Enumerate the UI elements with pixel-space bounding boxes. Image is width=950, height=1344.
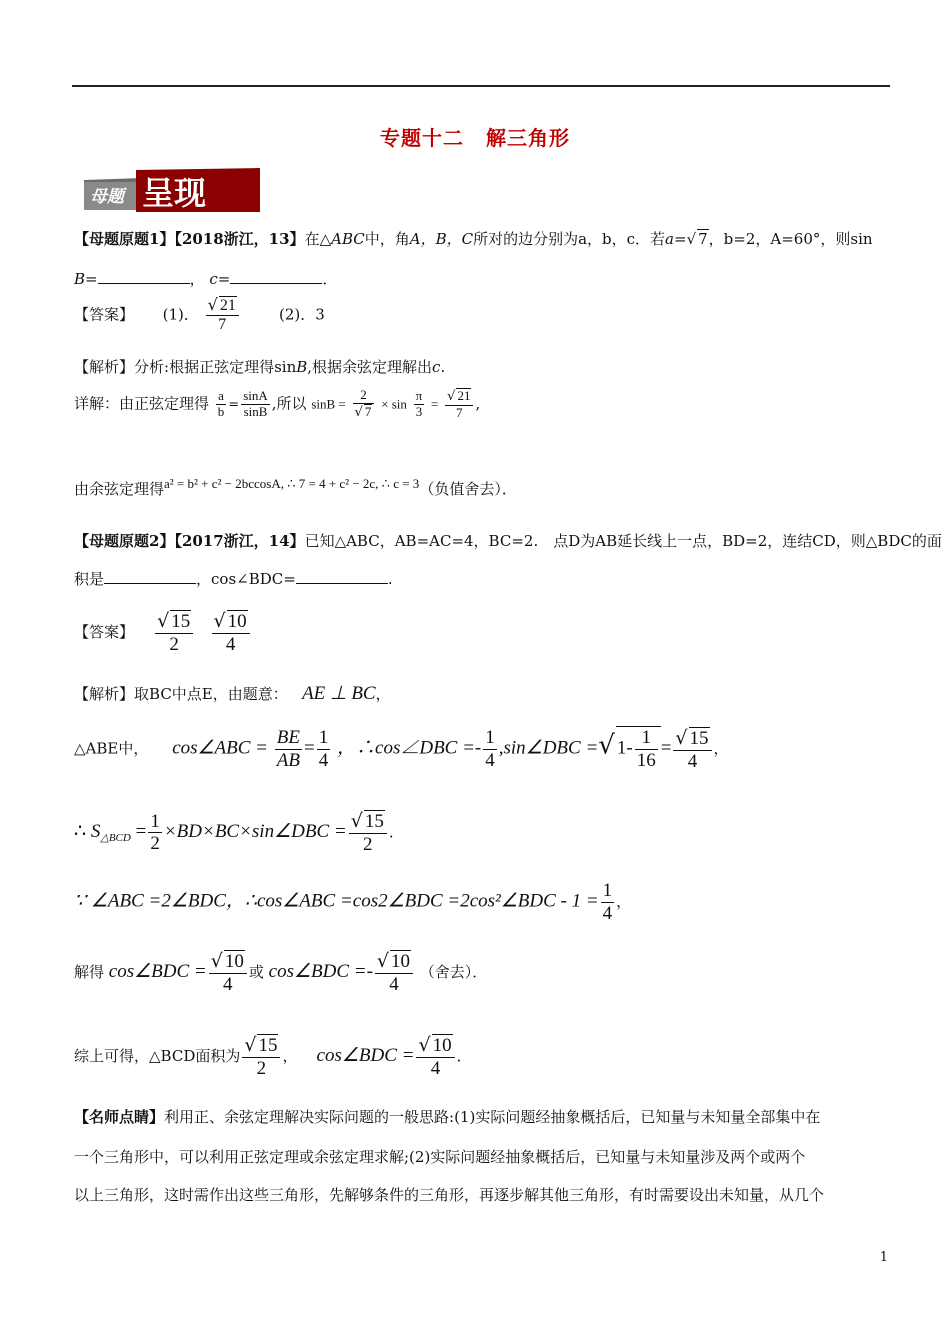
problem2-double-angle: ∵ ∠ABC =2∠BDC，∴cos∠ABC =cos2∠BDC =2cos²∠BDC - 1 = $\frac{1}{4}$ ， bbox=[74, 880, 632, 924]
header-rule bbox=[72, 85, 890, 87]
problem1-blanks: B= ， c= ． bbox=[74, 270, 338, 288]
note-line-3: 以上三角形，这时需作出这些三角形，先解够条件的三角形，再逐步解其他三角形，有时需要设出未知量，从几个 bbox=[74, 1186, 825, 1204]
problem2-answer: 【答案】 $\frac{√ 15}{2}$ $\frac{√ 10}{4}$ bbox=[74, 610, 252, 656]
svg-text:呈现: 呈现 bbox=[142, 174, 207, 212]
problem2-summary: 综上可得，△BCD面积为 $\frac{√ 15}{2}$ ， cos∠BDC = $\frac{√ 10}{4}$ ． bbox=[74, 1034, 472, 1079]
problem2-analysis: 【解析】取BC中点E，由题意： AE ⊥ BC， bbox=[74, 683, 391, 704]
problem2-area: ∴ $S_{\triangle BCD}$ = $\frac{1}{2}$ ×BD×BC×sin∠DBC = $\frac{√ 15}{2}$ ． bbox=[74, 810, 404, 855]
banner-logo bbox=[84, 168, 260, 212]
problem2-triangle-abe: △ABE中， cos∠ABC = $\frac{BE}{AB}$ = $\frac{1}{4}$ ，∴cos∠DBC =- $\frac{1}{4}$ ,sin∠DBC =√ 1- $\frac{1}{16}$ = $\frac{√ 15}{4}$ ， bbox=[74, 726, 729, 772]
problem1-cosine-law: 由余弦定理得a² = b² + c² − 2bccosA, ∴ 7 = 4 + c² − 2c, ∴ c = 3（负值舍去）． bbox=[74, 476, 517, 498]
problem2-solve: 解得 cos∠BDC = $\frac{√ 10}{4}$ 或 cos∠BDC =- $\frac{√ 10}{4}$ （舍去）． bbox=[74, 950, 488, 995]
page-number: 1 bbox=[879, 1250, 888, 1265]
problem2-question: 【母题原题2】【2017浙江，14】已知△ABC，AB=AC=4，BC=2. 点D为AB延长线上一点，BD=2，连结CD，则△BDC的面 bbox=[74, 532, 942, 550]
svg-text:母题: 母题 bbox=[90, 187, 124, 206]
note-line-1: 【名师点睛】利用正、余弦定理解决实际问题的一般思路:(1)实际问题经抽象概括后，已知量与未知量全部集中在 bbox=[74, 1108, 821, 1126]
problem1-detail: 详解：由正弦定理得 $\frac{a}{b}$ = $\frac{\sin A}{\sin B}$ ,所以 sinB = $\frac{2}{√ 7}$ × sin $\frac{\pi}{3}$ = $\frac{√ 21}{7}$ , bbox=[74, 387, 481, 420]
problem1-question: 【母题原题1】【2018浙江，13】在△ABC中，角A，B，C所对的边分别为a，b，c．若a=√ 7，b=2，A=60°，则sin bbox=[74, 230, 873, 248]
problem2-blanks: 积是 ，cos∠BDC= . bbox=[74, 570, 393, 588]
problem1-analysis: 【解析】分析:根据正弦定理得sinB,根据余弦定理解出c. bbox=[74, 358, 446, 376]
page-title: 专题十二 解三角形 bbox=[380, 126, 570, 150]
problem1-answer: 【答案】 (1)． $\frac{√ 21}{7}$ (2)．3 bbox=[74, 295, 325, 334]
note-line-2: 一个三角形中，可以利用正弦定理或余弦定理求解;(2)实际问题经抽象概括后，已知量与未知量涉及两个或两个 bbox=[74, 1148, 806, 1166]
